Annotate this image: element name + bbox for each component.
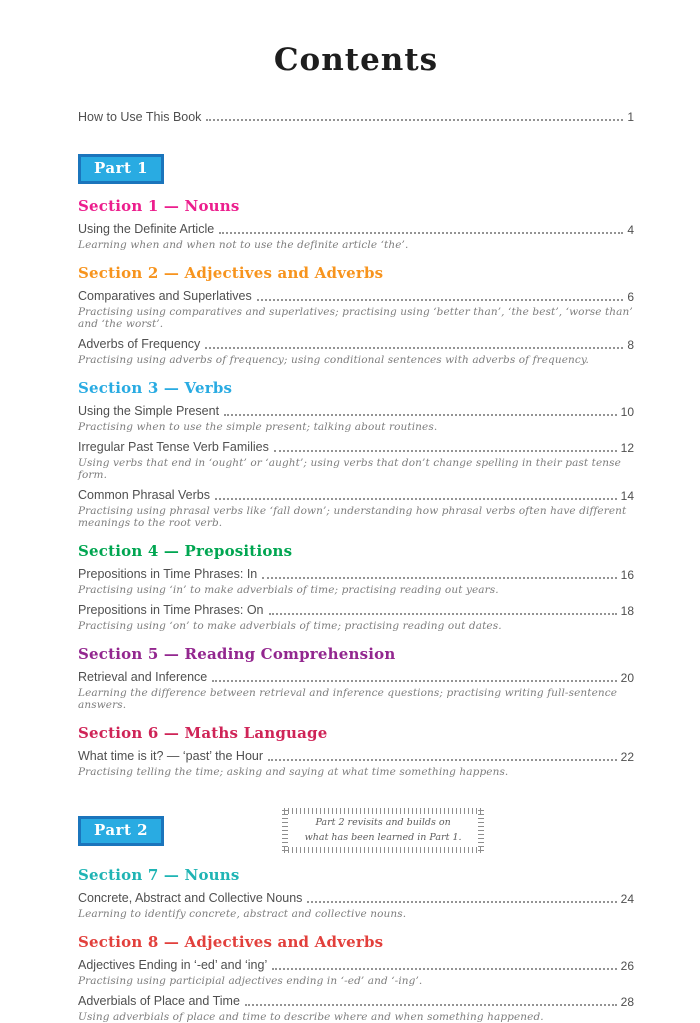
section-block	[78, 646, 634, 711]
toc-entry-description: Practising using ‘in’ to make adverbials of time; practising reading out years.	[78, 584, 499, 596]
stitched-border-bottom	[284, 847, 482, 853]
dot-leader	[262, 577, 616, 579]
toc-page-number: 12	[620, 441, 634, 455]
toc-entry-row	[78, 603, 634, 618]
toc-entry-row	[78, 567, 634, 582]
toc-page-number: 14	[620, 489, 634, 503]
toc-entry-title: Prepositions in Time Phrases: In	[78, 567, 258, 581]
toc-page-number: 26	[620, 959, 634, 974]
section-heading: Section 5 — Reading Comprehension	[78, 645, 396, 663]
toc-entry-description: Learning the difference between retrieval and inference questions; practising writing full-sentence answers.	[78, 687, 618, 711]
toc-page-number: 4	[627, 223, 634, 237]
toc-page-number: 1	[627, 110, 634, 124]
toc-entry	[78, 289, 634, 330]
toc-entry-description: Practising using ‘on’ to make adverbials of time; practising reading out dates.	[78, 620, 502, 632]
toc-entry-title: Adverbs of Frequency	[78, 337, 201, 351]
dot-leader	[268, 759, 617, 761]
part2-note	[282, 808, 484, 853]
toc-entry-description: Learning to identify concrete, abstract and collective nouns.	[78, 908, 407, 921]
toc-page-number: 8	[627, 338, 634, 352]
toc-page-number: 6	[627, 290, 634, 304]
toc-entry-row	[78, 891, 634, 906]
toc-entry-title: Concrete, Abstract and Collective Nouns	[78, 891, 303, 906]
toc-entry-title: Using the Simple Present	[78, 404, 220, 418]
toc-entry	[78, 222, 634, 251]
dot-leader	[219, 232, 623, 234]
part2-row	[78, 808, 634, 853]
toc-entry-title: Retrieval and Inference	[78, 670, 208, 684]
toc-entry	[78, 603, 634, 632]
part1-row	[78, 154, 634, 184]
toc-entry-description: Practising using participial adjectives ending in ‘-ed’ and ‘-ing’.	[78, 975, 423, 988]
toc-entry-row	[78, 337, 634, 352]
toc-entry-title: How to Use This Book	[78, 110, 202, 124]
section-heading: Section 1 — Nouns	[78, 197, 240, 215]
toc-entry-row	[78, 958, 634, 973]
dot-leader	[257, 299, 624, 301]
toc-entry-title: Adverbials of Place and Time	[78, 994, 240, 1009]
toc-entry-row	[78, 289, 634, 304]
section-block	[78, 725, 634, 778]
toc-entry-row	[78, 222, 634, 237]
toc-entry-title: Comparatives and Superlatives	[78, 289, 252, 303]
dot-leader	[307, 901, 616, 903]
toc-entry-description: Practising using phrasal verbs like ‘fall down’; understanding how phrasal verbs often have different meanings to the root verb.	[78, 505, 627, 529]
dot-leader	[215, 498, 617, 500]
toc-page-number: 16	[620, 568, 634, 582]
dot-leader	[212, 680, 616, 682]
toc-entry-description: Practising using comparatives and superlatives; practising using ‘better than’, ‘the best’, ‘worse than’ and ‘the worst’.	[78, 306, 633, 330]
dot-leader	[269, 613, 617, 615]
stitched-border-top	[284, 808, 482, 814]
section-block	[78, 380, 634, 529]
toc-entry	[78, 404, 634, 433]
toc-page-number: 24	[620, 892, 634, 907]
part2-note-text	[292, 816, 474, 845]
toc-entry-row	[78, 110, 634, 124]
toc-entry	[78, 749, 634, 778]
contents-page-body	[78, 0, 634, 1023]
part-badge: Part 2	[78, 816, 164, 846]
section-block	[78, 198, 634, 251]
toc-entry-description: Learning when and when not to use the definite article ‘the’.	[78, 239, 409, 251]
part2-note-line2: what has been learned in Part 1.	[304, 831, 462, 843]
dot-leader	[272, 968, 616, 970]
dot-leader	[224, 414, 617, 416]
toc-entry-row	[78, 440, 634, 455]
toc-entry-description: Using verbs that end in ‘ought’ or ‘aught’; using verbs that don’t change spelling in their past tense form.	[78, 457, 621, 481]
toc-entry-row	[78, 404, 634, 419]
toc-entry	[78, 994, 634, 1023]
toc-entry	[78, 440, 634, 481]
section-block	[78, 867, 634, 920]
part-badge: Part 1	[78, 154, 164, 184]
section-block	[78, 934, 634, 1023]
dot-leader	[206, 119, 623, 121]
toc-entry-title: Common Phrasal Verbs	[78, 488, 211, 502]
toc-entry	[78, 891, 634, 920]
toc-entry-row	[78, 994, 634, 1009]
toc-page-number: 28	[620, 995, 634, 1010]
toc-page-number: 18	[620, 604, 634, 618]
toc-entry-title: Adjectives Ending in ‘-ed’ and ‘ing’	[78, 958, 268, 973]
toc-entry-title: Using the Definite Article	[78, 222, 215, 236]
toc-page-number: 10	[620, 405, 634, 419]
section-heading: Section 3 — Verbs	[78, 379, 233, 397]
toc-entry	[78, 488, 634, 529]
section-block	[78, 543, 634, 632]
section-heading: Section 8 — Adjectives and Adverbs	[78, 933, 384, 952]
toc-entry-row	[78, 488, 634, 503]
toc-entry-description: Practising when to use the simple present; talking about routines.	[78, 421, 438, 433]
part2-note-line1: Part 2 revisits and builds on	[315, 817, 451, 828]
toc-entry-title: Irregular Past Tense Verb Families	[78, 440, 269, 454]
toc-entry-description: Practising telling the time; asking and saying at what time something happens.	[78, 766, 509, 778]
toc-entry-row	[78, 670, 634, 685]
stitched-border-left	[282, 810, 288, 851]
page-title: Contents	[273, 42, 439, 78]
toc-entry-title: What time is it? — ‘past’ the Hour	[78, 749, 264, 763]
section-heading: Section 6 — Maths Language	[78, 724, 328, 742]
toc-page-number: 20	[620, 671, 634, 685]
section-heading: Section 2 — Adjectives and Adverbs	[78, 264, 384, 282]
dot-leader	[245, 1004, 617, 1006]
toc-entry	[78, 567, 634, 596]
section-heading: Section 7 — Nouns	[78, 866, 240, 885]
dot-leader	[205, 347, 623, 349]
dot-leader	[274, 450, 617, 452]
toc-entry-row	[78, 749, 634, 764]
toc-page-number: 22	[620, 750, 634, 764]
toc-entry	[78, 670, 634, 711]
toc-entry	[78, 337, 634, 366]
stitched-border-right	[478, 810, 484, 851]
toc-entry-description: Practising using adverbs of frequency; using conditional sentences with adverbs of frequency.	[78, 354, 589, 366]
toc-entry-description: Using adverbials of place and time to describe where and when something happened.	[78, 1011, 544, 1023]
section-heading: Section 4 — Prepositions	[78, 542, 293, 560]
toc-entry	[78, 958, 634, 987]
toc-entry-title: Prepositions in Time Phrases: On	[78, 603, 264, 617]
section-block	[78, 265, 634, 366]
